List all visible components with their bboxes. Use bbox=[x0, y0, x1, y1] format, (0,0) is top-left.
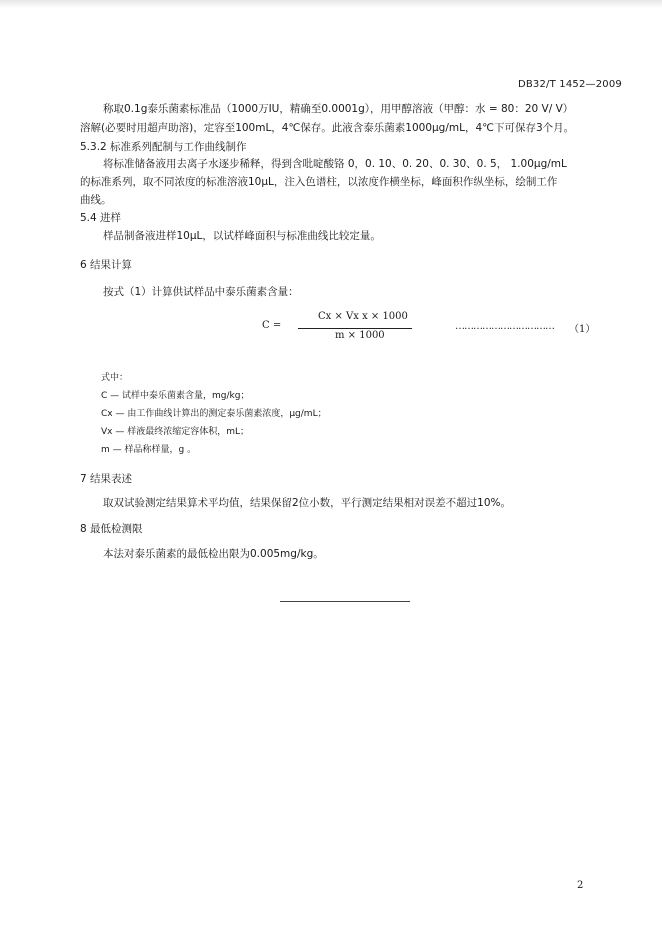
section-heading-7: 7 结果表述 bbox=[80, 473, 133, 485]
standard-number: DB32/T 1452—2009 bbox=[517, 79, 622, 90]
definition-item: Cx — 由工作曲线计算出的测定泰乐菌素浓度，μg/mL； bbox=[101, 409, 327, 419]
section-heading-5-3-2: 5.3.2 标准系列配制与工作曲线制作 bbox=[80, 141, 247, 153]
paragraph-line: 样品制备液进样10μL，以试样峰面积与标准曲线比较定量。 bbox=[103, 230, 381, 242]
fraction-bar bbox=[298, 328, 412, 329]
equation-leader-dots: …………………………… bbox=[455, 321, 554, 332]
section-heading-5-4: 5.4 进样 bbox=[80, 212, 122, 224]
paragraph-line: 按式（1）计算供试样品中泰乐菌素含量： bbox=[103, 286, 299, 298]
page-number: 2 bbox=[577, 880, 584, 891]
paragraph-line: 曲线。 bbox=[80, 194, 112, 206]
formula-numerator: Cx × Vx x × 1000 bbox=[318, 311, 408, 322]
paragraph-line: 将标准储备液用去离子水逐步稀释，得到含吡啶酸铬 0，0. 10、0. 20、0. 30、0. 5， 1.00μg/mL bbox=[103, 158, 567, 170]
formula-denominator: m × 1000 bbox=[335, 330, 385, 341]
paragraph-line: 溶解(必要时用超声助溶)，定容至100mL，4℃保存。此液含泰乐菌素1000μg/mL，4℃下可保存3个月。 bbox=[80, 122, 575, 134]
equation-number: （1） bbox=[569, 324, 596, 335]
paragraph-line: 的标准系列，取不同浓度的标准溶液10μL，注入色谱柱，以浓度作横坐标，峰面积作纵坐标，绘制工作 bbox=[80, 176, 558, 188]
formula-lhs: C = bbox=[262, 320, 282, 331]
where-label: 式中： bbox=[101, 373, 129, 383]
definition-item: m — 样品称样量，g 。 bbox=[101, 445, 197, 455]
section-heading-8: 8 最低检测限 bbox=[80, 523, 143, 535]
definition-item: C — 试样中泰乐菌素含量，mg/kg； bbox=[101, 391, 250, 401]
scan-edge-shadow bbox=[0, 0, 662, 8]
paragraph-line: 本法对泰乐菌素的最低检出限为0.005mg/kg。 bbox=[103, 548, 324, 560]
section-heading-6: 6 结果计算 bbox=[80, 259, 133, 271]
paragraph-line: 称取0.1g泰乐菌素标准品（1000万IU，精确至0.0001g），用甲醇溶液（甲醇：水 = 80：20 V/ V） bbox=[103, 103, 574, 115]
paragraph-line: 取双试验测定结果算术平均值，结果保留2位小数，平行测定结果相对误差不超过10%。 bbox=[103, 497, 512, 509]
end-of-document-rule bbox=[280, 601, 410, 602]
definition-item: Vx — 样液最终浓缩定容体积，mL； bbox=[101, 427, 249, 437]
